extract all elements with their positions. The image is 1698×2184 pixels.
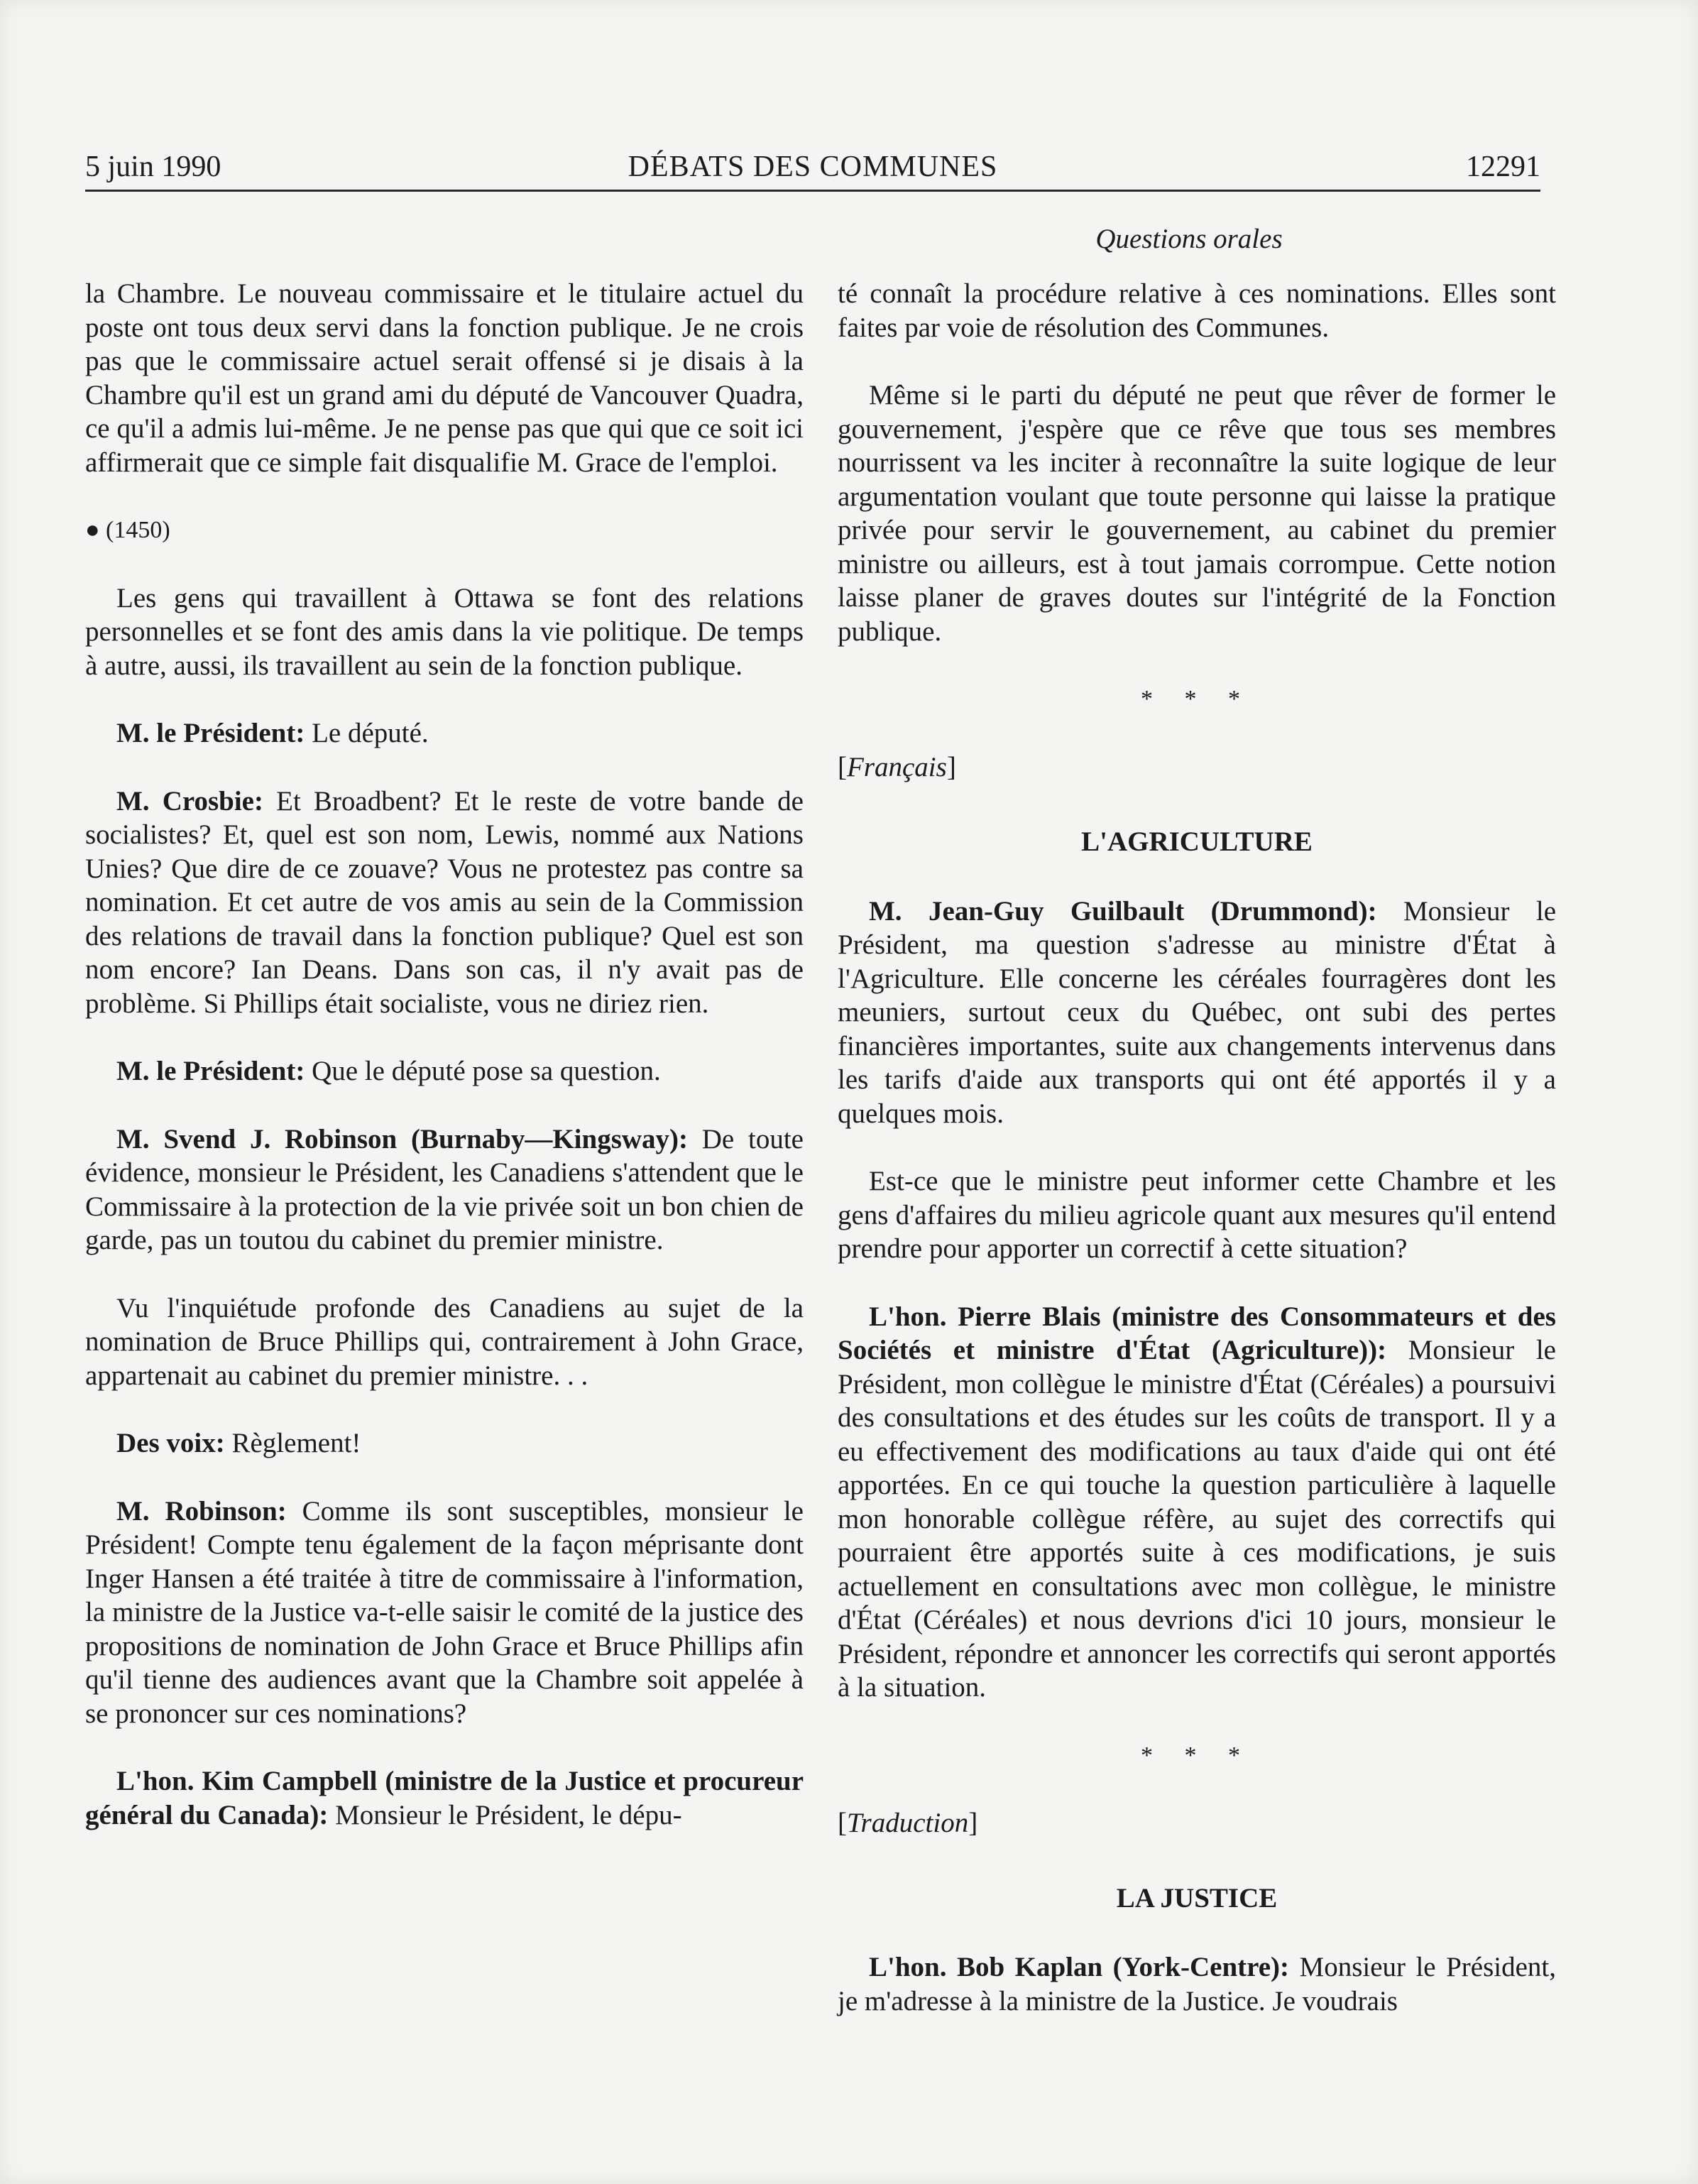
speaker-name: L'hon. Pierre Blais (ministre des Consommateurs et des Sociétés et ministre d'État (Agriculture)): <box>838 1301 1556 1365</box>
header-page-number: 12291 <box>1466 151 1540 183</box>
page-header <box>85 147 1540 192</box>
speech <box>85 1426 804 1460</box>
speaker-name: M. Crosbie: <box>116 785 263 817</box>
language-label: Traduction <box>847 1808 969 1838</box>
header-title: DÉBATS DES COMMUNES <box>628 151 998 183</box>
speech-text: Le député. <box>305 718 429 748</box>
paragraph: Est-ce que le ministre peut informer cette Chambre et les gens d'affaires du milieu agricole quant aux mesures qu'il entend prendre pour apporter un correctif à cette situation? <box>838 1166 1556 1264</box>
speech <box>85 1054 804 1088</box>
speech-text: Monsieur le Président, je m'adresse à la ministre de la Justice. Je voudrais <box>838 1952 1556 2016</box>
speech <box>85 1495 804 1731</box>
section-subheading: Questions orales <box>1095 224 1283 254</box>
speech <box>838 1950 1556 2018</box>
speech-text: Comme ils sont susceptibles, monsieur le Président! Compte tenu également de la façon méprisante dont Inger Hansen a été traitée à titre de commissaire à l'information, la ministre de la Justice va-t-elle saisir le comité de la justice des propositions de nomination de John Grace et Bruce Phillips afin qu'il tienne des audiences avant que la Chambre soit appelée à se prononcer sur ces nominations? <box>85 1495 804 1729</box>
language-label: Français <box>847 751 947 782</box>
speech-text: Monsieur le Président, ma question s'adresse au ministre d'État à l'Agriculture. Elle concerne les céréales fourragères dont les meuniers, surtout ceux du Québec, ont subi des pertes financières importantes, suite aux changements intervenus dans les tarifs d'aide aux transports qui ont été apportés il y a quelques mois. <box>838 895 1557 1129</box>
paragraph: Vu l'inquiétude profonde des Canadiens au sujet de la nomination de Bruce Phillips qui, contrairement à John Grace, appartenait au cabinet du premier ministre. . . <box>85 1292 804 1391</box>
bullet-icon: ● <box>85 517 100 543</box>
section-heading: L'AGRICULTURE <box>1081 826 1313 857</box>
speaker-name: L'hon. Bob Kaplan (York-Centre): <box>869 1952 1290 1982</box>
speech-text: Règlement! <box>224 1428 361 1458</box>
header-date: 5 juin 1990 <box>85 151 221 183</box>
speech <box>85 1123 804 1257</box>
speaker-name: M. le Président: <box>116 718 305 748</box>
speech <box>85 785 804 1021</box>
section-heading: LA JUSTICE <box>1116 1882 1278 1913</box>
section-separator: * * * <box>1141 1742 1253 1769</box>
speaker-name: M. Robinson: <box>116 1495 287 1527</box>
speech <box>85 716 804 750</box>
paragraph: Même si le parti du député ne peut que rêver de former le gouvernement, j'espère que ce rêve que tous ses membres nourrissent va les inciter à reconnaître la suite logique de leur argumentation voulant que toute personne qui laisse la pratique privée pour servir le gouvernement, au cabinet du premier ministre ou ailleurs, est à tout jamais corrompue. Cette notion laisse planer de graves doutes sur l'intégrité de la Fonction publique. <box>838 380 1556 647</box>
speaker-name: M. Jean-Guy Guilbault (Drummond): <box>869 895 1377 927</box>
speaker-name: M. Svend J. Robinson (Burnaby—Kingsway): <box>116 1123 689 1154</box>
paragraph: Les gens qui travaillent à Ottawa se font des relations personnelles et se font des amis dans la vie politique. De temps à autre, aussi, ils travaillent au sein de la fonction publique. <box>85 582 804 681</box>
language-marker: [Français] <box>838 751 956 782</box>
speech <box>838 895 1556 1131</box>
section-separator: * * * <box>1141 686 1253 712</box>
language-marker: [Traduction] <box>838 1808 978 1838</box>
speech-text: Que le député pose sa question. <box>305 1056 661 1086</box>
speech-text: Et Broadbent? Et le reste de votre bande de socialistes? Et, quel est son nom, Lewis, nommé aux Nations Unies? Que dire de ce zouave? Vous ne protestez pas contre sa nomination. Et cet autre de vos amis au sein de la Commission des relations de travail dans la fonction publique? Quel est son nom encore? Ian Deans. Dans son cas, il n'y avait pas de problème. Si Phillips était socialiste, vous ne diriez rien. <box>85 785 804 1019</box>
timestamp-text: (1450) <box>106 517 170 543</box>
speech-text: De toute évidence, monsieur le Président, les Canadiens s'attendent que le Commissaire à la protection de la vie privée soit un bon chien de garde, pas un toutou du cabinet du premier ministre. <box>85 1123 804 1255</box>
speech-text: Monsieur le Président, le dépu- <box>328 1799 682 1830</box>
speaker-name: M. le Président: <box>116 1056 305 1086</box>
speech-text: Monsieur le Président, mon collègue le ministre d'État (Céréales) a poursuivi des consultations et des études sur les coûts de transport. Il y a eu effectivement des modifications au taux d'aide qui ont été apportées. En ce qui touche la question particulière à laquelle mon honorable collègue réfère, au sujet des correctifs qui pourraient être apportés suite à ces modifications, je suis actuellement en consultations avec mon collègue, le ministre d'État (Céréales) et nous devrions d'ici 10 jours, monsieur le Président, répondre et annoncer les correctifs qui seront apportés à la situation. <box>838 1335 1556 1703</box>
paragraph: la Chambre. Le nouveau commissaire et le titulaire actuel du poste ont tous deux servi dans la fonction publique. Je ne crois pas que le commissaire actuel serait offensé si je disais à la Chambre qu'il est un grand ami du député de Vancouver Quadra, ce qu'il a admis lui-même. Je ne pense pas que qui que ce soit ici affirmerait que ce simple fait disqualifie M. Grace de l'emploi. <box>85 278 804 478</box>
right-column <box>838 277 1556 2052</box>
left-column <box>85 277 804 1866</box>
speech <box>838 1300 1556 1705</box>
paragraph: té connaît la procédure relative à ces nominations. Elles sont faites par voie de résolution des Communes. <box>838 278 1556 343</box>
timestamp <box>85 513 804 547</box>
speaker-name: Des voix: <box>116 1428 225 1458</box>
speech <box>85 1764 804 1832</box>
speaker-name: L'hon. Kim Campbell (ministre de la Justice et procureur général du Canada): <box>85 1766 804 1830</box>
